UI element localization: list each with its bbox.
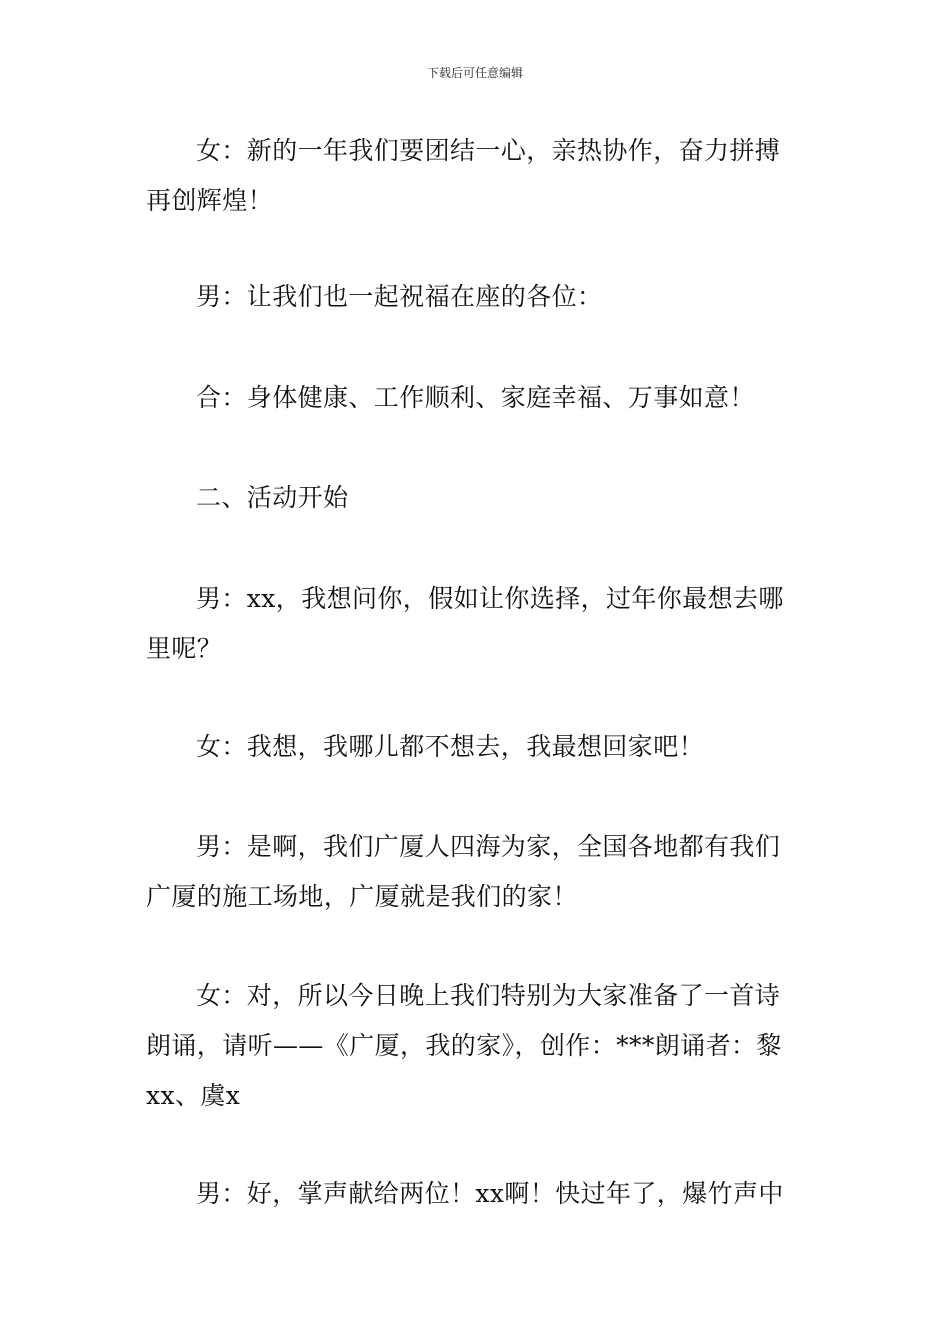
- paragraph-male-question: [146, 574, 810, 674]
- line: 女：新的一年我们要团结一心，亲热协作，奋力拼搏: [196, 136, 781, 165]
- line: xx、虞x: [146, 1081, 241, 1110]
- paragraph-together-wishes: [146, 373, 810, 423]
- line: 合：身体健康、工作顺利、家庭幸福、万事如意！: [196, 383, 755, 412]
- line: 男：是啊，我们广厦人四海为家，全国各地都有我们: [196, 832, 781, 861]
- line: 朗诵，请听——《广厦，我的家》，创作：***朗诵者：黎: [146, 1031, 782, 1060]
- line: 再创辉煌！: [146, 186, 274, 215]
- paragraph-female-answer: [146, 722, 810, 772]
- paragraph-female-new-year: [146, 126, 810, 226]
- line: 男：xx，我想问你，假如让你选择，过年你最想去哪: [196, 584, 784, 613]
- line: 男：让我们也一起祝福在座的各位：: [196, 282, 603, 311]
- line: 男：好，掌声献给两位！xx啊！快过年了，爆竹声中: [196, 1179, 784, 1208]
- line: 广厦的施工场地，广厦就是我们的家！: [146, 882, 578, 911]
- line: 二、活动开始: [196, 483, 349, 512]
- section-heading-activity-start: [146, 473, 810, 523]
- paragraph-male-home: [146, 822, 810, 922]
- paragraph-female-poem-intro: [146, 971, 810, 1121]
- line: 里呢？: [146, 634, 223, 663]
- line: 女：对，所以今日晚上我们特别为大家准备了一首诗: [196, 981, 781, 1010]
- paragraph-male-blessing: [146, 272, 810, 322]
- page-header: 下载后可任意编辑: [426, 66, 523, 80]
- paragraph-male-applause: [146, 1169, 810, 1219]
- line: 女：我想，我哪儿都不想去，我最想回家吧！: [196, 732, 705, 761]
